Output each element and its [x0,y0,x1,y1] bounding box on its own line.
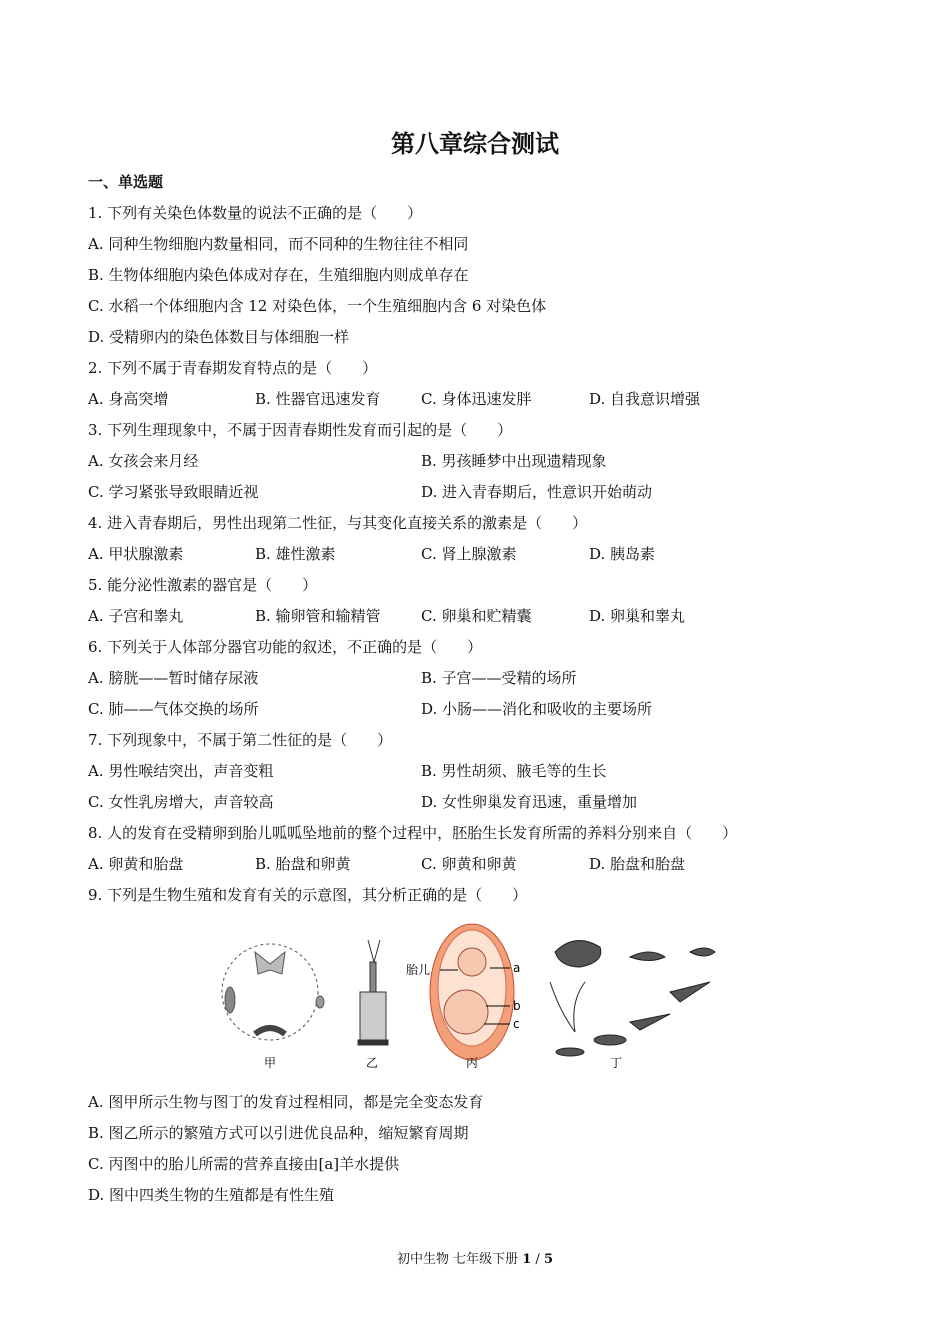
question-7-option-d: D. 女性卵巢发育迅速，重量增加 [421,793,638,811]
question-4-option-b: B. 雄性激素 [255,545,336,563]
question-3-stem: 3. 下列生理现象中，不属于因青春期性发育而引起的是（ ） [88,421,513,439]
moth-icon [255,952,285,974]
egg-icon [316,996,324,1008]
question-3-option-a: A. 女孩会来月经 [88,452,199,470]
question-5-option-b: B. 输卵管和输精管 [255,607,381,625]
frog-lifecycle-diagram [550,941,715,1056]
page-number: 1 [522,1252,532,1267]
question-2-option-b: B. 性器官迅速发育 [255,390,381,408]
question-4-option-a: A. 甲状腺激素 [88,545,184,563]
reproduction-figure [210,922,740,1072]
question-2-option-c: C. 身体迅速发胖 [421,390,532,408]
question-6-stem: 6. 下列关于人体部分器官功能的叙述，不正确的是（ ） [88,638,483,656]
fetus-diagram [406,924,521,1060]
page-separator: / [531,1252,544,1267]
figure-label-yi: 乙 [366,1056,379,1070]
question-4-stem: 4. 进入青春期后，男性出现第二性征，与其变化直接关系的激素是（ ） [88,514,588,532]
question-2-option-d: D. 自我意识增强 [589,390,701,408]
question-9-option-c: C. 丙图中的胎儿所需的营养直接由[a]羊水提供 [88,1155,400,1173]
question-1-option-c: C. 水稻一个体细胞内含 12 对染色体，一个生殖细胞内含 6 对染色体 [88,297,547,315]
larva-icon [255,1028,285,1034]
question-6-option-d: D. 小肠——消化和吸收的主要场所 [421,700,653,718]
question-2-option-a: A. 身高突增 [88,390,169,408]
figure-label-ding: 丁 [610,1056,623,1070]
page-title: 第八章综合测试 [391,130,559,158]
mark-b: b [513,999,521,1013]
frog-icon [555,941,601,967]
question-1-stem: 1. 下列有关染色体数量的说法不正确的是（ ） [88,204,423,222]
footer-text: 初中生物 七年级下册 [396,1252,523,1267]
mark-a: a [513,961,521,975]
question-5-option-d: D. 卵巢和睾丸 [589,607,686,625]
question-6-option-b: B. 子宫——受精的场所 [421,669,577,687]
question-3-option-b: B. 男孩睡梦中出现遗精现象 [421,452,607,470]
question-7-option-c: C. 女性乳房增大，声音较高 [88,793,274,811]
insect-lifecycle-diagram [222,944,324,1040]
fetus-label: 胎儿 [406,963,431,977]
question-8-option-a: A. 卵黄和胎盘 [88,855,184,873]
question-7-option-a: A. 男性喉结突出，声音变粗 [88,762,274,780]
page-total: 5 [543,1252,553,1267]
question-6-option-a: A. 膀胱——暂时储存尿液 [88,669,259,687]
question-4-option-c: C. 肾上腺激素 [421,545,517,563]
figure-label-bing: 丙 [466,1056,479,1070]
question-2-stem: 2. 下列不属于青春期发育特点的是（ ） [88,359,378,377]
question-4-option-d: D. 胰岛素 [589,545,656,563]
question-6-option-c: C. 肺——气体交换的场所 [88,700,259,718]
question-9-option-a: A. 图甲所示生物与图丁的发育过程相同，都是完全变态发育 [88,1093,484,1111]
question-7-option-b: B. 男性胡须、腋毛等的生长 [421,762,607,780]
grafting-diagram [358,940,388,1045]
question-5-option-a: A. 子宫和睾丸 [88,607,184,625]
mark-c: c [513,1017,520,1031]
question-9-option-b: B. 图乙所示的繁殖方式可以引进优良品种，缩短繁育周期 [88,1124,469,1142]
section-heading: 一、单选题 [88,173,164,191]
question-5-option-c: C. 卵巢和贮精囊 [421,607,532,625]
question-3-option-c: C. 学习紧张导致眼睛近视 [88,483,259,501]
question-8-option-b: B. 胎盘和卵黄 [255,855,351,873]
figure-label-jia: 甲 [264,1056,277,1070]
question-7-stem: 7. 下列现象中，不属于第二性征的是（ ） [88,731,393,749]
question-9-option-d: D. 图中四类生物的生殖都是有性生殖 [88,1186,335,1204]
question-8-option-d: D. 胎盘和胎盘 [589,855,686,873]
page-footer [0,1248,950,1267]
question-5-stem: 5. 能分泌性激素的器官是（ ） [88,576,318,594]
question-8-option-c: C. 卵黄和卵黄 [421,855,517,873]
question-3-option-d: D. 进入青春期后，性意识开始萌动 [421,483,653,501]
question-1-option-d: D. 受精卵内的染色体数目与体细胞一样 [88,328,350,346]
question-9-stem: 9. 下列是生物生殖和发育有关的示意图，其分析正确的是（ ） [88,886,528,904]
pupa-icon [225,987,235,1013]
question-1-option-a: A. 同种生物细胞内数量相同，而不同种的生物往往不相同 [88,235,469,253]
question-1-option-b: B. 生物体细胞内染色体成对存在，生殖细胞内则成单存在 [88,266,469,284]
fetus-icon [444,990,488,1034]
question-8-stem: 8. 人的发育在受精卵到胎儿呱呱坠地前的整个过程中，胚胎生长发育所需的养料分别来自（ ） [88,824,738,842]
